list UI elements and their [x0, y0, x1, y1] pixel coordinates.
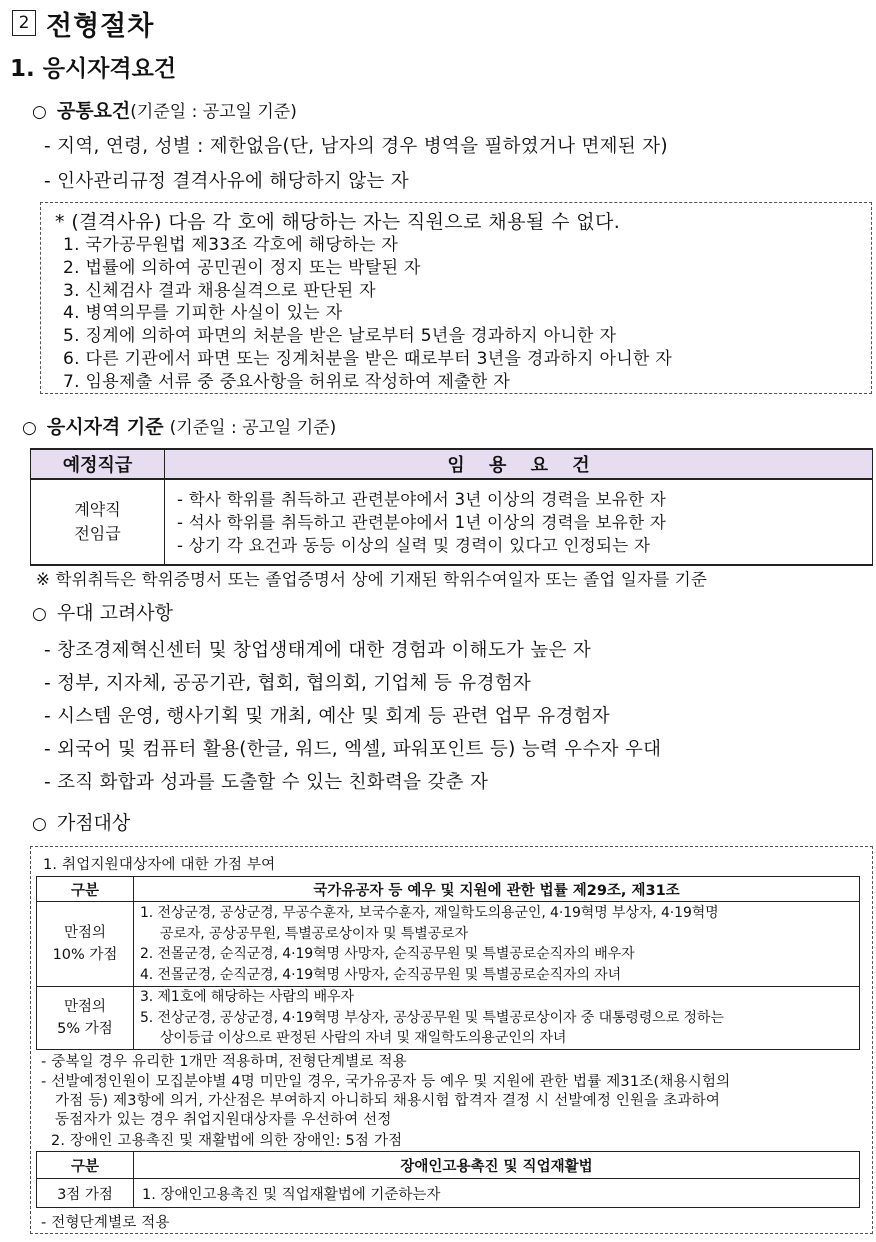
- rank-line: 전임급: [74, 524, 121, 543]
- table-row: [37, 902, 860, 987]
- bonus-eligibility-cell: [134, 902, 860, 987]
- rank-header: 예정직급: [31, 449, 165, 479]
- disqualification-box: [40, 202, 872, 394]
- bonus-eligibility-cell: [134, 987, 860, 1050]
- preference-item: - 정부, 지자체, 공공기관, 협회, 협의회, 기업체 등 유경험자: [44, 673, 532, 694]
- category-header: 구분: [37, 1152, 134, 1179]
- requirements-header: 임 용 요 건: [165, 449, 873, 479]
- category-header: 구분: [37, 877, 134, 902]
- section-title: [12, 4, 154, 42]
- bonus-heading: [32, 808, 130, 835]
- law-header: 국가유공자 등 예우 및 지원에 관한 법률 제29조, 제31조: [134, 877, 860, 902]
- bonus-note: - 선발예정인원이 모집분야별 4명 미만일 경우, 국가유공자 등 예우 및 지원에 관한 법률 제31조(채용시험의: [41, 1074, 731, 1090]
- disqualification-item: 6. 다른 기관에서 파면 또는 징계처분을 받은 때로부터 3년을 경과하지 아니한 자: [63, 348, 673, 369]
- table-header-row: [31, 449, 873, 479]
- table-row: [37, 987, 860, 1050]
- category-line: 만점의: [63, 999, 107, 1015]
- rank-cell: [31, 479, 165, 565]
- bonus-eligibility-cell: 1. 장애인고용촉진 및 직업재활법에 기준하는자: [134, 1179, 860, 1208]
- eligibility-line: 상이등급 이상으로 판정된 사람의 자녀 및 재일학도의용군인의 자녀: [160, 1030, 567, 1047]
- preference-item: - 외국어 및 컴퓨터 활용(한글, 워드, 엑셀, 파워포인트 등) 능력 우수자 우대: [44, 739, 662, 760]
- bonus-table-veterans: [36, 876, 860, 1050]
- requirement-line: - 학사 학위를 취득하고 관련분야에서 3년 이상의 경력을 보유한 자: [177, 489, 667, 509]
- table-header-row: [37, 877, 860, 902]
- heading-qualification-requirements: 1. 응시자격요건: [10, 56, 177, 82]
- bonus-category-cell: 3점 가점: [37, 1179, 134, 1208]
- disqualification-item: 5. 징계에 의하여 파면의 처분을 받은 날로부터 5년을 경과하지 아니한 자: [63, 326, 617, 347]
- category-line: 10% 가점: [52, 947, 118, 963]
- category-line: 5% 가점: [57, 1021, 113, 1037]
- section-number-box: 2: [12, 10, 36, 36]
- disqualification-item: 4. 병역의무를 기피한 사실이 있는 자: [63, 303, 343, 324]
- common-requirements-basis: (기준일 : 공고일 기준): [130, 102, 297, 122]
- eligibility-line: 공로자, 공상공무원, 특별공로상이자 및 특별공로자: [160, 925, 469, 942]
- section-title-text: 전형절차: [46, 10, 155, 42]
- common-requirement-item: - 인사관리규정 결격사유에 해당하지 않는 자: [44, 171, 409, 192]
- preference-item: - 시스템 운영, 행사기획 및 개최, 예산 및 회계 등 관련 업무 유경험자: [44, 706, 610, 727]
- bonus-note: - 중복일 경우 유리한 1개만 적용하며, 전형단계별로 적용: [41, 1054, 407, 1070]
- law-header: 장애인고용촉진 및 직업재활법: [134, 1152, 860, 1179]
- qualification-table: [30, 448, 873, 566]
- requirements-cell: [165, 479, 873, 565]
- qualification-title: 응시자격 기준: [46, 416, 164, 438]
- preference-heading: [32, 598, 173, 625]
- eligibility-line: 4. 전몰군경, 순직군경, 4·19혁명 사망자, 순직공무원 및 특별공로순직자의 자녀: [140, 966, 622, 983]
- preference-title: 우대 고려사항: [56, 602, 174, 624]
- qualification-heading: [22, 412, 336, 439]
- bonus-category-cell: [37, 902, 134, 987]
- preference-item: - 조직 화합과 성과를 도출할 수 있는 친화력을 갖춘 자: [44, 772, 489, 793]
- category-line: 만점의: [63, 925, 107, 941]
- disqualification-item: 1. 국가공무원법 제33조 각호에 해당하는 자: [63, 235, 399, 255]
- circle-bullet-icon: ○: [32, 814, 47, 834]
- common-requirements-heading: [32, 96, 297, 123]
- bonus-table-disability: [36, 1151, 860, 1208]
- eligibility-line: 2. 전몰군경, 순직군경, 4·19혁명 사망자, 순직공무원 및 특별공로순직자의 배우자: [140, 946, 635, 962]
- degree-note: ※ 학위취득은 학위증명서 또는 졸업증명서 상에 기재된 학위수여일자 또는 졸업 일자를 기준: [36, 570, 708, 589]
- bonus-part2-title: 2. 장애인 고용촉진 및 재활법에 의한 장애인: 5점 가점: [51, 1133, 403, 1149]
- eligibility-line: 3. 제1호에 해당하는 사람의 배우자: [140, 989, 354, 1006]
- common-requirement-item: - 지역, 연령, 성별 : 제한없음(단, 남자의 경우 병역을 필하였거나 면제된 자): [44, 136, 668, 157]
- requirement-line: - 석사 학위를 취득하고 관련분야에서 1년 이상의 경력을 보유한 자: [177, 512, 667, 532]
- disqualification-item: 2. 법률에 의하여 공민권이 정지 또는 박탈된 자: [63, 257, 421, 278]
- disqualification-item: 3. 신체검사 결과 채용실격으로 판단된 자: [63, 280, 376, 301]
- bonus-note: 가점 등) 제3항에 의거, 가산점은 부여하지 아니하되 채용시험 합격자 결정 시 선발예정 인원을 초과하여: [55, 1093, 721, 1109]
- table-header-row: [37, 1152, 860, 1179]
- bonus-note: 동점자가 있는 경우 취업지원대상자를 우선하여 선정: [55, 1112, 392, 1128]
- bonus-category-cell: [37, 987, 134, 1050]
- circle-bullet-icon: ○: [32, 102, 47, 122]
- common-requirements-title: 공통요건: [56, 100, 131, 122]
- table-row: [31, 479, 873, 565]
- qualification-basis: (기준일 : 공고일 기준): [169, 418, 337, 438]
- bonus-final-note: - 전형단계별로 적용: [41, 1215, 170, 1231]
- disqualification-item: 7. 임용제출 서류 중 중요사항을 허위로 작성하여 제출한 자: [63, 371, 511, 392]
- eligibility-line: 1. 전상군경, 공상군경, 무공수훈자, 보국수훈자, 재일학도의용군인, 4·19혁명 부상자, 4·19혁명: [140, 905, 719, 921]
- bonus-part1-title: 1. 취업지원대상자에 대한 가점 부여: [43, 857, 276, 873]
- preference-item: - 창조경제혁신센터 및 창업생태계에 대한 경험과 이해도가 높은 자: [44, 640, 592, 661]
- disqualification-head: * (결격사유) 다음 각 호에 해당하는 자는 직원으로 채용될 수 없다.: [55, 211, 621, 233]
- eligibility-line: 5. 전상군경, 공상군경, 4·19혁명 부상자, 공상공무원 및 특별공로상이자 중 대통령령으로 정하는: [140, 1009, 724, 1026]
- table-row: [37, 1179, 860, 1208]
- circle-bullet-icon: ○: [22, 418, 37, 438]
- rank-line: 계약직: [74, 500, 121, 519]
- bonus-title: 가점대상: [56, 812, 131, 834]
- circle-bullet-icon: ○: [32, 604, 47, 624]
- requirement-line: - 상기 각 요건과 동등 이상의 실력 및 경력이 있다고 인정되는 자: [177, 535, 651, 555]
- disqualification-list: [63, 234, 672, 394]
